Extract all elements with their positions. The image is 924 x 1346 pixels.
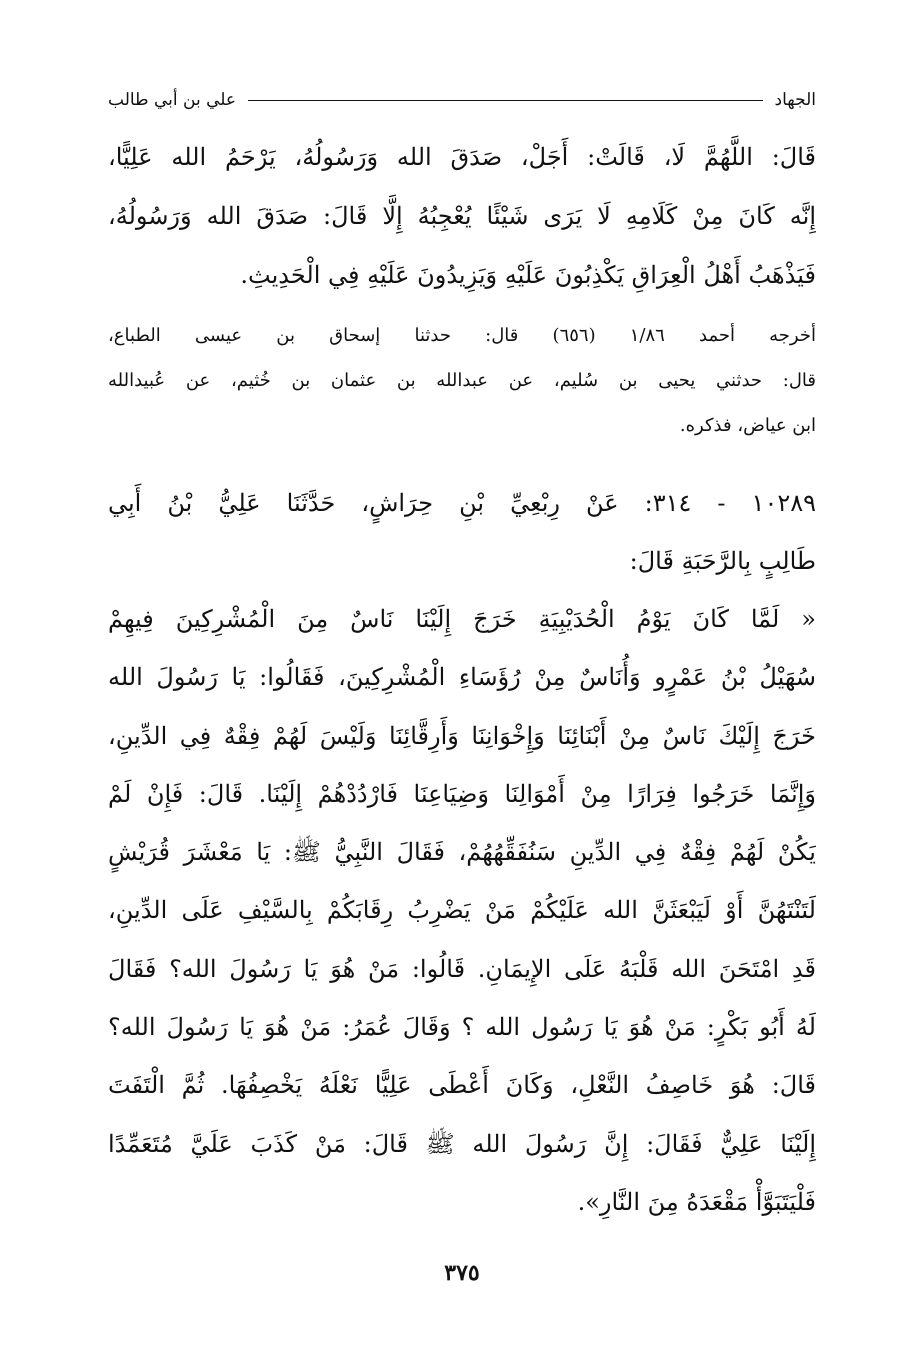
note-line: ابن عياض، فذكره.	[679, 415, 816, 436]
header-rule	[248, 100, 763, 101]
text-line: قَدِ امْتَحَنَ الله قَلْبَهُ عَلَى الإِيمَانِ. قَالُوا: مَنْ هُوَ يَا رَسُولَ الله؟ فَقَالَ	[108, 954, 816, 983]
header-section-title: الجهاد	[774, 90, 816, 110]
heading-line: طَالِبٍ بِالرَّحَبَةِ قَالَ:	[629, 547, 816, 575]
note-line: أخرجه أحمد ١/٨٦ (٦٥٦) قال: حدثنا إسحاق بن عيسى الطباع،	[108, 325, 816, 346]
heading-line: ١٠٢٨٩ - ٣١٤: عَنْ رِبْعِيِّ بْنِ حِرَاشٍ، حَدَّثَنَا عَلِيُّ بْنُ أَبِي	[108, 489, 816, 517]
text-line: وَإِنَّمَا خَرَجُوا فِرَارًا مِنْ أَمْوَالِنَا وَضِيَاعِنَا فَارْدُدْهُمْ إِلَيْنَا. قَالَ: فَإِنْ لَمْ	[108, 779, 816, 808]
note-line: قال: حدثني يحيى بن سُليم، عن عبدالله بن عثمان بن خُثيم، عن عُبيدالله	[108, 370, 816, 391]
text-line: « لَمَّا كَانَ يَوْمُ الْحُدَيْبِيَةِ خَرَجَ إِلَيْنَا نَاسٌ مِنَ الْمُشْرِكِينَ فِيهِمْ	[108, 605, 816, 633]
hadith-heading	[108, 474, 816, 590]
text-line: قَالَ: اللَّهُمَّ لَا، قَالَتْ: أَجَلْ، صَدَقَ الله وَرَسُولُهُ، يَرْحَمُ الله عَلِيًّا،	[108, 143, 816, 171]
text-line: خَرَجَ إِلَيْكَ نَاسٌ مِنْ أَبْنَائِنَا وَإِخْوَانِنَا وَأَرِقَّائِنَا وَلَيْسَ لَهُمْ فِقْهٌ فِي الدِّينِ،	[108, 721, 816, 750]
text-line: إِلَيْنَا عَلِيٌّ فَقَالَ: إِنَّ رَسُولَ الله ﷺ قَالَ: مَنْ كَذَبَ عَلَيَّ مُتَعَمِّدًا	[108, 1129, 816, 1158]
text-line: لَهُ أَبُو بَكْرٍ: مَنْ هُوَ يَا رَسُول الله ؟ وَقَالَ عُمَرُ: مَنْ هُوَ يَا رَسُولَ الله؟	[108, 1013, 816, 1042]
page-number: ٣٧٥	[444, 1260, 480, 1286]
text-line: فَيَذْهَبُ أَهْلُ الْعِرَاقِ يَكْذِبُونَ عَلَيْهِ وَيَزِيدُونَ عَلَيْهِ فِي الْحَدِيثِ.	[240, 261, 816, 289]
header-author-title: علي بن أبي طالب	[108, 90, 237, 110]
text-line: قَالَ: هُوَ خَاصِفُ النَّعْلِ، وَكَانَ أَعْطَى عَلِيًّا نَعْلَهُ يَخْصِفُهَا. ثُمَّ الْتَفَتَ	[108, 1071, 816, 1100]
running-header	[108, 88, 816, 112]
text-line: لَتَنْتَهُنَّ أَوْ لَيَبْعَثَنَّ الله عَلَيْكُمْ مَنْ يَضْرِبُ رِقَابَكُمْ بِالسَّيْفِ عَلَى الدِّينِ،	[108, 896, 816, 925]
text-line: إِنَّه كَانَ مِنْ كَلَامِهِ لَا يَرَى شَيْئًا يُعْجِبُهُ إِلَّا قَالَ: صَدَقَ الله وَرَسُولُهُ،	[108, 202, 816, 230]
hadith-continuation-paragraph	[108, 128, 816, 305]
text-line: يَكُنْ لَهُمْ فِقْهٌ فِي الدِّينِ سَنُفَقِّهُهُمْ، فَقَالَ النَّبِيُّ ﷺ: يَا مَعْشَرَ قُرَيْشٍ	[108, 838, 816, 867]
text-line: سُهَيْلُ بْنُ عَمْرٍو وَأُنَاسٌ مِنْ رُؤَسَاءِ الْمُشْرِكِينَ، فَقَالُوا: يَا رَسُولَ الله	[108, 663, 816, 692]
hadith-text	[108, 590, 816, 1231]
text-line: فَلْيَتَبَوَّأْ مَقْعَدَهُ مِنَ النَّارِ».	[577, 1187, 816, 1216]
takhrij-note	[108, 313, 816, 448]
